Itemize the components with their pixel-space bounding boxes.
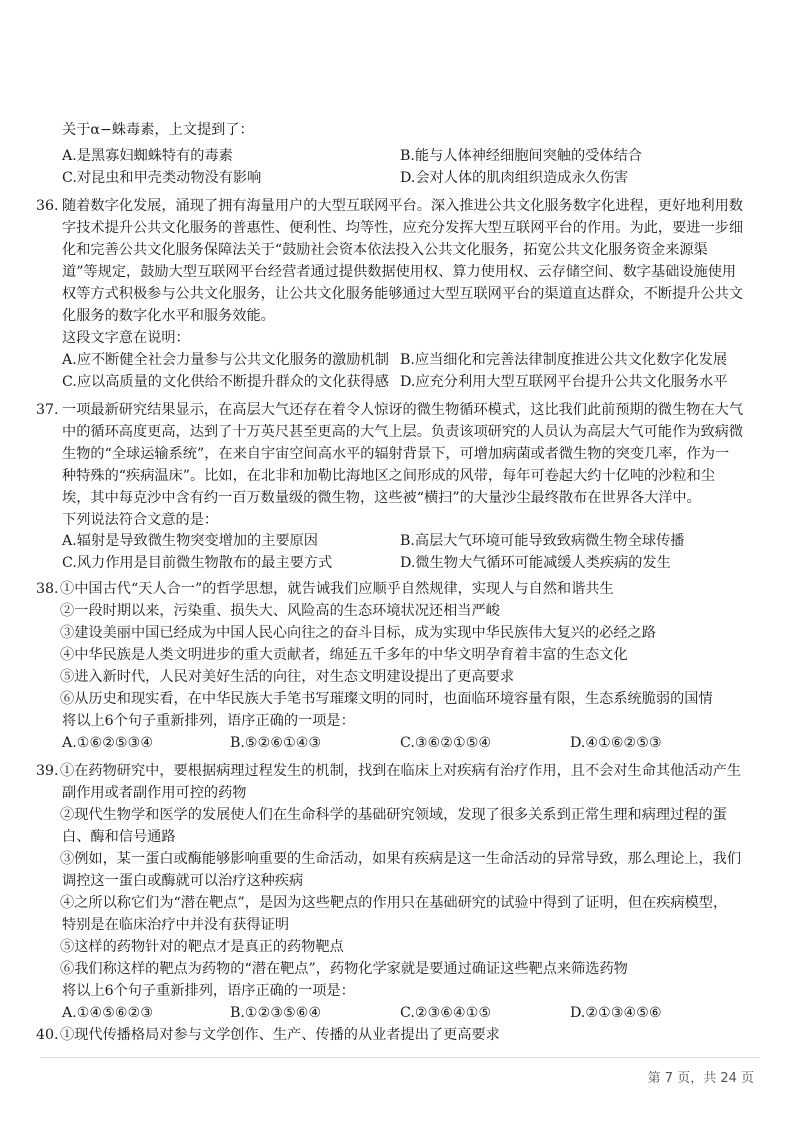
q36-option-c: C.应以高质量的文化供给不断提升群众的文化获得感 bbox=[62, 374, 389, 390]
q36-option-b: B.应当细化和完善法律制度推进公共文化数字化发展 bbox=[400, 352, 728, 368]
q38-line: ②一段时期以来，污染重、损失大、风险高的生态环境状况还相当严峻 bbox=[60, 603, 500, 619]
footer-divider bbox=[40, 1057, 760, 1058]
q39-line: ④之所以称它们为“潜在靶点”，是因为这些靶点的作用只在基础研究的试验中得到了证明，但在疾病模型， bbox=[60, 895, 728, 911]
q39-line: ①在药物研究中，要根据病理过程发生的机制，找到在临床上对疾病有治疗作用，且不会对生命其他活动产生 bbox=[60, 763, 742, 779]
q36-number: 36. bbox=[36, 198, 59, 214]
q38-line: ①中国古代“天人合一”的哲学思想，就告诫我们应顺乎自然规律，实现人与自然和谐共生 bbox=[60, 581, 614, 597]
q39-option-c: C.②③⑥④①⑤ bbox=[400, 1005, 492, 1021]
q39-line: 白、酶和信号通路 bbox=[62, 829, 176, 845]
q36-line: 随着数字化发展，涌现了拥有海量用户的大型互联网平台。深入推进公共文化服务数字化进程，更好地利用数 bbox=[62, 198, 744, 214]
q39-line: ⑥我们称这样的靶点为药物的“潜在靶点”，药物化学家就是要通过确证这些靶点来筛选药物 bbox=[60, 961, 628, 977]
q38-line: ⑤进入新时代，人民对美好生活的向往，对生态文明建设提出了更高要求 bbox=[60, 669, 515, 685]
q38-number: 38. bbox=[36, 581, 59, 597]
q35-stem-tail: 关于α−蛛毒素，上文提到了： bbox=[62, 122, 254, 138]
q37-line: 生物的“全球运输系统”，在来自宇宙空间高水平的辐射背景下，可增加病菌或者微生物的突变几率，作为一 bbox=[62, 446, 730, 462]
q38-line: ④中华民族是人类文明进步的重大贡献者，绵延五千多年的中华文明孕育着丰富的生态文化 bbox=[60, 647, 628, 663]
q39-prompt: 将以上6个句子重新排列，语序正确的一项是： bbox=[62, 983, 355, 999]
q40-number: 40. bbox=[36, 1027, 59, 1043]
q36-line: 化服务的数字化水平和服务效能。 bbox=[62, 308, 275, 324]
page-number: 第 7 页，共 24 页 bbox=[647, 1071, 754, 1086]
q37-line: 一项最新研究结果显示，在高层大气还存在着令人惊讶的微生物循环模式，这比我们此前预期的微生物在大气 bbox=[62, 402, 744, 418]
q35-option-b: B.能与人体神经细胞间突触的受体结合 bbox=[400, 148, 642, 164]
q39-option-d: D.②①③④⑤⑥ bbox=[570, 1005, 662, 1021]
q36-line: 权等方式积极参与公共文化服务，让公共文化服务能够通过大型互联网平台的渠道直达群众，不断提升公共文 bbox=[62, 286, 744, 302]
q37-option-b: B.高层大气环境可能导致致病微生物全球传播 bbox=[400, 533, 685, 549]
q37-option-a: A.辐射是导致微生物突变增加的主要原因 bbox=[62, 533, 318, 549]
q39-line: 副作用或者副作用可控的药物 bbox=[62, 785, 247, 801]
q35-option-a: A.是黑寡妇蜘蛛特有的毒素 bbox=[62, 148, 233, 164]
q40-line: ①现代传播格局对参与文学创作、生产、传播的从业者提出了更高要求 bbox=[60, 1027, 500, 1043]
q39-option-b: B.①②③⑤⑥④ bbox=[230, 1005, 322, 1021]
q39-line: ②现代生物学和医学的发展使人们在生命科学的基础研究领域，发现了很多关系到正常生理和病理过程的蛋 bbox=[60, 807, 727, 823]
q36-prompt: 这段文字意在说明： bbox=[62, 330, 190, 346]
q36-line: 化和完善公共文化服务保障法关于“鼓励社会资本依法投入公共文化服务，拓宽公共文化服务资金来源渠 bbox=[62, 242, 708, 258]
q36-line: 道”等规定，鼓励大型互联网平台经营者通过提供数据使用权、算力使用权、云存储空间、数字基础设施使用 bbox=[62, 264, 737, 280]
q37-option-d: D.微生物大气循环可能减缓人类疾病的发生 bbox=[400, 555, 671, 571]
q39-line: ③例如，某一蛋白或酶能够影响重要的生命活动，如果有疾病是这一生命活动的异常导致，那么理论上，我们 bbox=[60, 851, 742, 867]
q36-option-d: D.应充分利用大型互联网平台提升公共文化服务水平 bbox=[400, 374, 728, 390]
q35-option-c: C.对昆虫和甲壳类动物没有影响 bbox=[62, 170, 262, 186]
q37-option-c: C.风力作用是目前微生物散布的最主要方式 bbox=[62, 555, 333, 571]
q37-number: 37. bbox=[36, 402, 59, 418]
q39-option-a: A.①④⑤⑥②③ bbox=[62, 1005, 154, 1021]
q37-line: 中的循环高度更高，达到了十万英尺甚至更高的大气上层。负责该项研究的人员认为高层大气可能作为致病微 bbox=[62, 424, 744, 440]
q38-option-a: A.①⑥②⑤③④ bbox=[62, 735, 154, 751]
q36-line: 字技术提升公共文化服务的普惠性、便利性、均等性，应充分发挥大型互联网平台的作用。为此，要进一步细 bbox=[62, 220, 744, 236]
q39-line: ⑤这样的药物针对的靶点才是真正的药物靶点 bbox=[60, 939, 344, 955]
q38-option-d: D.④①⑥②⑤③ bbox=[570, 735, 662, 751]
q38-option-b: B.⑤②⑥①④③ bbox=[230, 735, 322, 751]
q39-line: 调控这一蛋白或酶就可以治疗这种疾病 bbox=[62, 873, 304, 889]
q37-line: 埃，其中每克沙中含有约一百万数量级的微生物，这些被“横扫”的大量沙尘最终散布在世界各大洋中。 bbox=[62, 490, 701, 506]
q38-line: ③建设美丽中国已经成为中国人民心向往之的奋斗目标，成为实现中华民族伟大复兴的必经之路 bbox=[60, 625, 656, 641]
q39-line: 特别是在临床治疗中并没有获得证明 bbox=[62, 917, 290, 933]
q35-option-d: D.会对人体的肌肉组织造成永久伤害 bbox=[400, 170, 629, 186]
q36-option-a: A.应不断健全社会力量参与公共文化服务的激励机制 bbox=[62, 352, 389, 368]
q38-line: ⑥从历史和现实看，在中华民族大手笔书写璀璨文明的同时，也面临环境容量有限，生态系统脆弱的国情 bbox=[60, 691, 713, 707]
q37-line: 种特殊的“疾病温床”。比如，在北非和加勒比海地区之间形成的风带，每年可卷起大约十亿吨的沙粒和尘 bbox=[62, 468, 715, 484]
q37-prompt: 下列说法符合文意的是： bbox=[62, 512, 219, 528]
q39-number: 39. bbox=[36, 763, 59, 779]
q38-option-c: C.③⑥②①⑤④ bbox=[400, 735, 492, 751]
q38-prompt: 将以上6个句子重新排列，语序正确的一项是： bbox=[62, 713, 355, 729]
